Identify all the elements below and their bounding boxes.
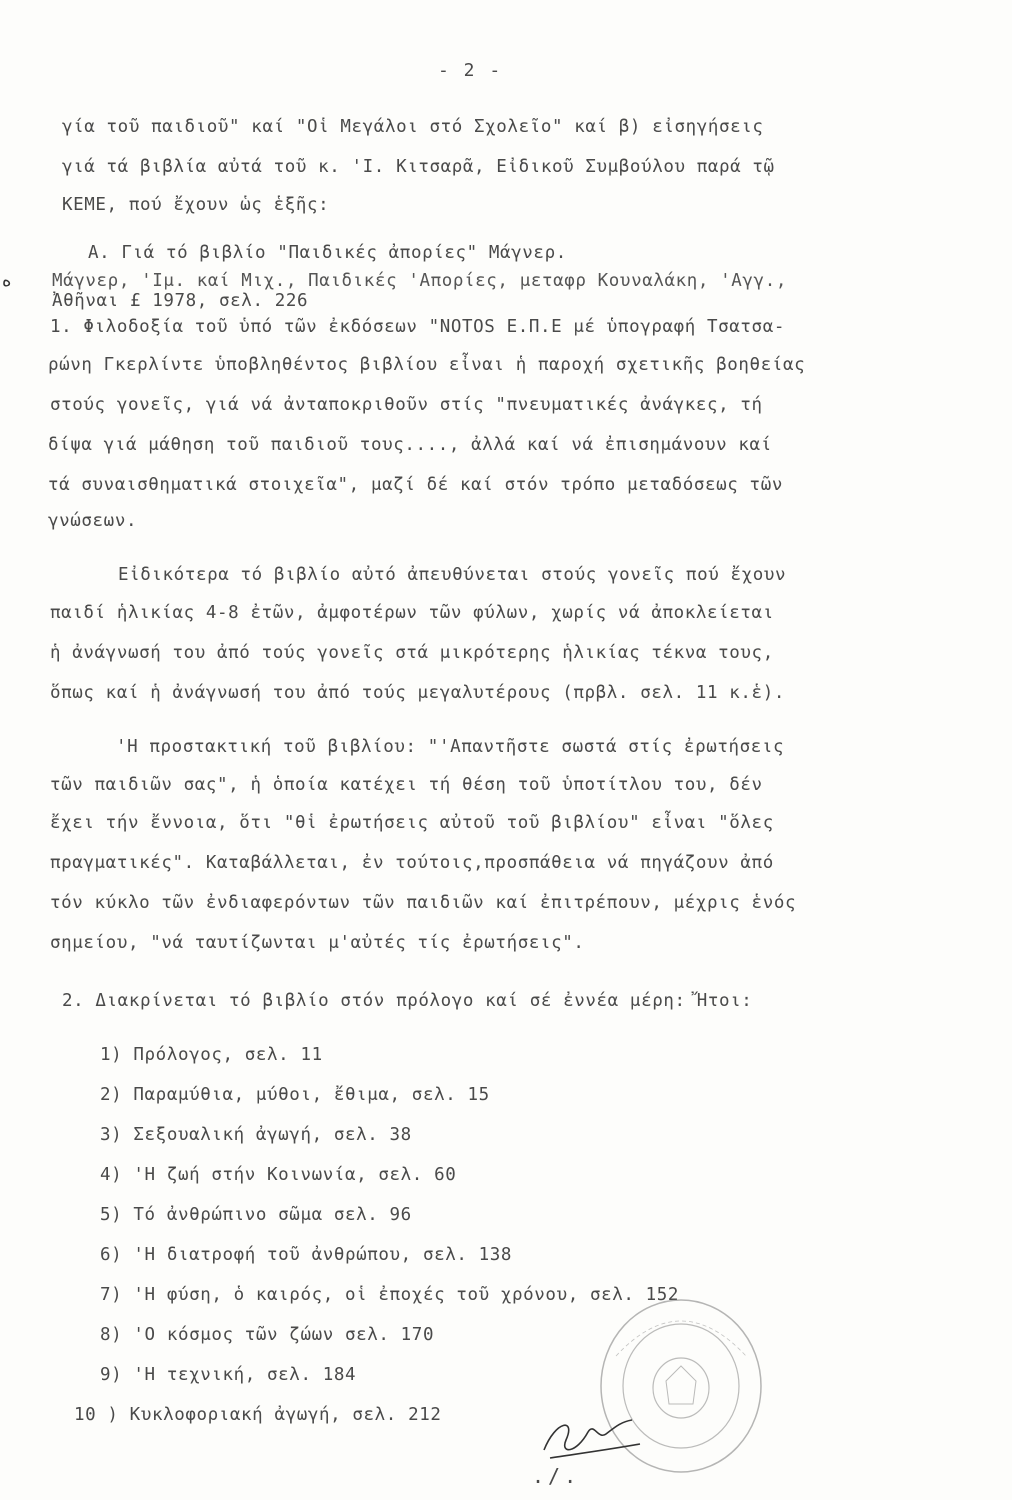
text-line: τῶν παιδιῶν σας", ἡ ὁποία κατέχει τή θέση τοῦ ὑποτίτλου του, δέν	[50, 775, 763, 795]
text-line: Εἰδικότερα τό βιβλίο αὐτό ἀπευθύνεται στούς γονεῖς πού ἔχουν	[118, 565, 787, 585]
list-item: 9) 'Η τεχνική, σελ. 184	[100, 1365, 357, 1385]
list-item: 6) 'Η διατροφή τοῦ ἀνθρώπου, σελ. 138	[100, 1245, 513, 1265]
text-line: τά συναισθηματικά στοιχεῖα", μαζί δέ καί στόν τρόπο μεταδόσεως τῶν	[48, 475, 783, 495]
list-item: 7) 'Η φύση, ὁ καιρός, οἱ ἐποχές τοῦ χρόνου, σελ. 152	[100, 1285, 680, 1305]
text-line: παιδί ἡλικίας 4-8 ἐτῶν, ἀμφοτέρων τῶν φύλων, χωρίς νά ἀποκλείεται	[50, 603, 774, 623]
text-line: ἡ ἀνάγνωσή του ἀπό τούς γονεῖς στά μικρότερης ἡλικίας τέκνα τους,	[50, 643, 774, 663]
handwritten-signature	[536, 1410, 646, 1470]
list-item: 1) Πρόλογος, σελ. 11	[100, 1045, 323, 1065]
text-line: σημείου, "νά ταυτίζωνται μ'αὐτές τίς ἐρωτήσεις".	[50, 933, 585, 953]
text-line: γνώσεων.	[48, 511, 138, 531]
text-line: Ἀθῆναι £ 1978, σελ. 226	[52, 291, 309, 311]
overlay-line: Μάγνερ, 'Ιμ. καί Μιχ., Παιδικές 'Απορίες, μεταφρ Κουναλάκη, 'Αγγ.,	[52, 271, 787, 291]
section-a-heading: A. Γιά τό βιβλίο "Παιδικές ἀπορίες" Μάγνερ.	[88, 243, 567, 263]
text-line: γία τοῦ παιδιοῦ" καί "Οἱ Μεγάλοι στό Σχολεῖο" καί β) εἰσηγήσεις	[62, 117, 764, 137]
text-line: τόν κύκλο τῶν ἐνδιαφερόντων τῶν παιδιῶν καί ἐπιτρέπουν, μέχρις ἑνός	[50, 893, 797, 913]
list-item: 2) Παραμύθια, μύθοι, ἔθιμα, σελ. 15	[100, 1085, 490, 1105]
text-line: ΚΕΜΕ, πού ἔχουν ὡς ἑξῆς:	[62, 195, 330, 215]
continuation-mark: ./.	[532, 1464, 581, 1488]
list-item: 4) 'Η ζωή στήν Κοινωνία, σελ. 60	[100, 1165, 457, 1185]
handwritten-margin-mark: ﻩ	[2, 270, 12, 291]
list-item: 5) Τό ἀνθρώπινο σῶμα σελ. 96	[100, 1205, 412, 1225]
text-line: 1. Φιλοδοξία τοῦ ὑπό τῶν ἐκδόσεων "NOTOS Ε.Π.Ε μέ ὑπογραφή Τσατσα-	[50, 317, 785, 337]
section-2-heading: 2. Διακρίνεται τό βιβλίο στόν πρόλογο καί σέ ἐννέα μέρη: Ἤτοι:	[62, 991, 753, 1011]
list-item: 10 ) Κυκλοφοριακή ἀγωγή, σελ. 212	[74, 1405, 442, 1425]
list-item: 8) 'Ο κόσμος τῶν ζώων σελ. 170	[100, 1325, 435, 1345]
text-line: στούς γονεῖς, γιά νά ἀνταποκριθοῦν στίς "πνευματικές ἀνάγκες, τή	[50, 395, 763, 415]
text-line: ὅπως καί ἡ ἀνάγνωσή του ἀπό τούς μεγαλυτέρους (πρβλ. σελ. 11 κ.ἑ).	[50, 683, 785, 703]
page-number: - 2 -	[438, 60, 503, 81]
text-line: πραγματικές". Καταβάλλεται, ἐν τούτοις,προσπάθεια νά πηγάζουν ἀπό	[50, 853, 774, 873]
list-item: 3) Σεξουαλική ἀγωγή, σελ. 38	[100, 1125, 412, 1145]
text-line: ρώνη Γκερλίντε ὑποβληθέντος βιβλίου εἶναι ἡ παροχή σχετικῆς βοηθείας	[48, 355, 806, 375]
text-line: ἔχει τήν ἔννοια, ὅτι "θἱ ἐρωτήσεις αὐτοῦ τοῦ βιβλίου" εἶναι "ὅλες	[50, 813, 774, 833]
text-line: γιά τά βιβλία αὐτά τοῦ κ. 'Ι. Κιτσαρᾶ, Εἰδικοῦ Συμβούλου παρά τῷ	[62, 157, 775, 177]
text-line: 'Η προστακτική τοῦ βιβλίου: "'Απαντῆστε σωστά στίς ἐρωτήσεις	[116, 737, 785, 757]
text-line: δίψα γιά μάθηση τοῦ παιδιοῦ τους...., ἀλλά καί νά ἐπισημάνουν καί	[48, 435, 772, 455]
